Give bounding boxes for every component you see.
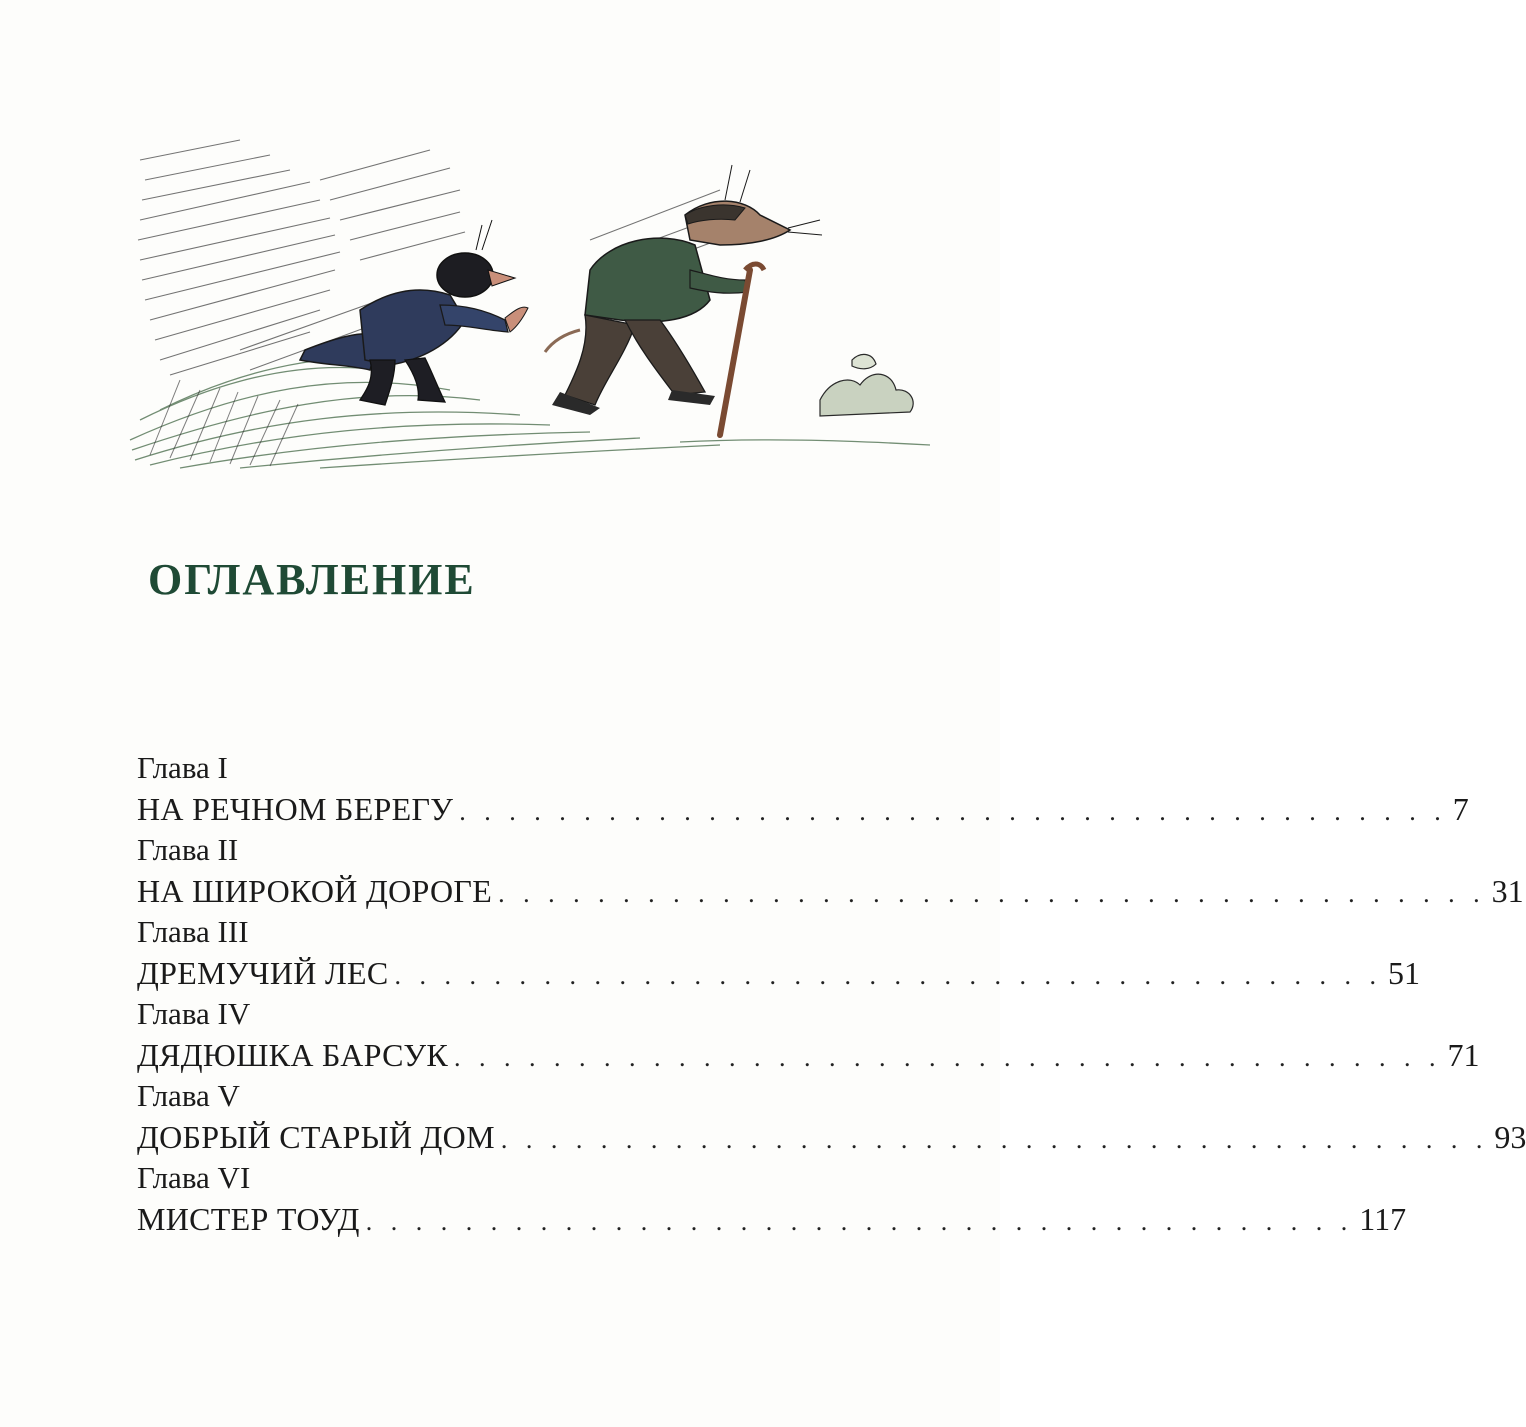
rat-figure bbox=[545, 165, 822, 435]
chapter-label: Глава III bbox=[137, 914, 249, 949]
toc-row bbox=[137, 870, 1524, 912]
page-number: 71 bbox=[1447, 1037, 1480, 1073]
dot-leader: . . . . . . . . . . . . . . . . . . . . . . . . . . . . . . . . . . . . . . . . bbox=[459, 797, 1447, 826]
toc-entry[interactable] bbox=[137, 1076, 1526, 1158]
page-number: 117 bbox=[1359, 1201, 1407, 1237]
dot-leader: . . . . . . . . . . . . . . . . . . . . . . . . . . . . . . . . . . . . . . . . bbox=[365, 1207, 1354, 1236]
page-title: ОГЛАВЛЕНИЕ bbox=[148, 555, 476, 604]
page-number: 51 bbox=[1388, 955, 1420, 991]
toc-entry[interactable] bbox=[137, 912, 1420, 994]
page-number: 7 bbox=[1452, 791, 1469, 827]
dot-leader: . . . . . . . . . . . . . . . . . . . . . . . . . . . . . . . . . . . . . . . . bbox=[454, 1043, 1442, 1072]
mole-figure bbox=[300, 220, 528, 405]
toc-row bbox=[137, 788, 1469, 830]
toc-row bbox=[137, 952, 1420, 994]
chapter-title: ДРЕМУЧИЙ ЛЕС bbox=[137, 955, 389, 991]
chapter-label: Глава II bbox=[137, 832, 239, 867]
bush bbox=[820, 354, 913, 416]
toc-row bbox=[137, 1198, 1407, 1240]
chapter-title: ДЯДЮШКА БАРСУК bbox=[137, 1037, 448, 1073]
chapter-label: Глава IV bbox=[137, 996, 251, 1031]
dot-leader: . . . . . . . . . . . . . . . . . . . . . . . . . . . . . . . . . . . . . . . . bbox=[498, 879, 1486, 908]
dot-leader: . . . . . . . . . . . . . . . . . . . . . . . . . . . . . . . . . . . . . . . . bbox=[500, 1125, 1489, 1154]
toc-row bbox=[137, 1034, 1480, 1076]
page-number: 31 bbox=[1491, 873, 1524, 909]
chapter-label: Глава I bbox=[137, 750, 228, 785]
mole-and-rat-illustration bbox=[120, 120, 950, 470]
dot-leader: . . . . . . . . . . . . . . . . . . . . . . . . . . . . . . . . . . . . . . . . bbox=[394, 961, 1382, 990]
chapter-title: НА РЕЧНОМ БЕРЕГУ bbox=[137, 791, 454, 827]
chapter-label: Глава V bbox=[137, 1078, 240, 1113]
chapter-title: МИСТЕР ТОУД bbox=[137, 1201, 360, 1237]
toc-row bbox=[137, 1116, 1526, 1158]
toc-entry[interactable] bbox=[137, 1158, 1407, 1240]
page-number: 93 bbox=[1494, 1119, 1526, 1155]
chapter-title: НА ШИРОКОЙ ДОРОГЕ bbox=[137, 873, 493, 909]
chapter-title: ДОБРЫЙ СТАРЫЙ ДОМ bbox=[137, 1119, 495, 1155]
chapter-label: Глава VI bbox=[137, 1160, 251, 1195]
toc-entry[interactable] bbox=[137, 994, 1480, 1076]
table-of-contents bbox=[137, 748, 1526, 1240]
toc-entry[interactable] bbox=[137, 748, 1469, 830]
toc-entry[interactable] bbox=[137, 830, 1524, 912]
